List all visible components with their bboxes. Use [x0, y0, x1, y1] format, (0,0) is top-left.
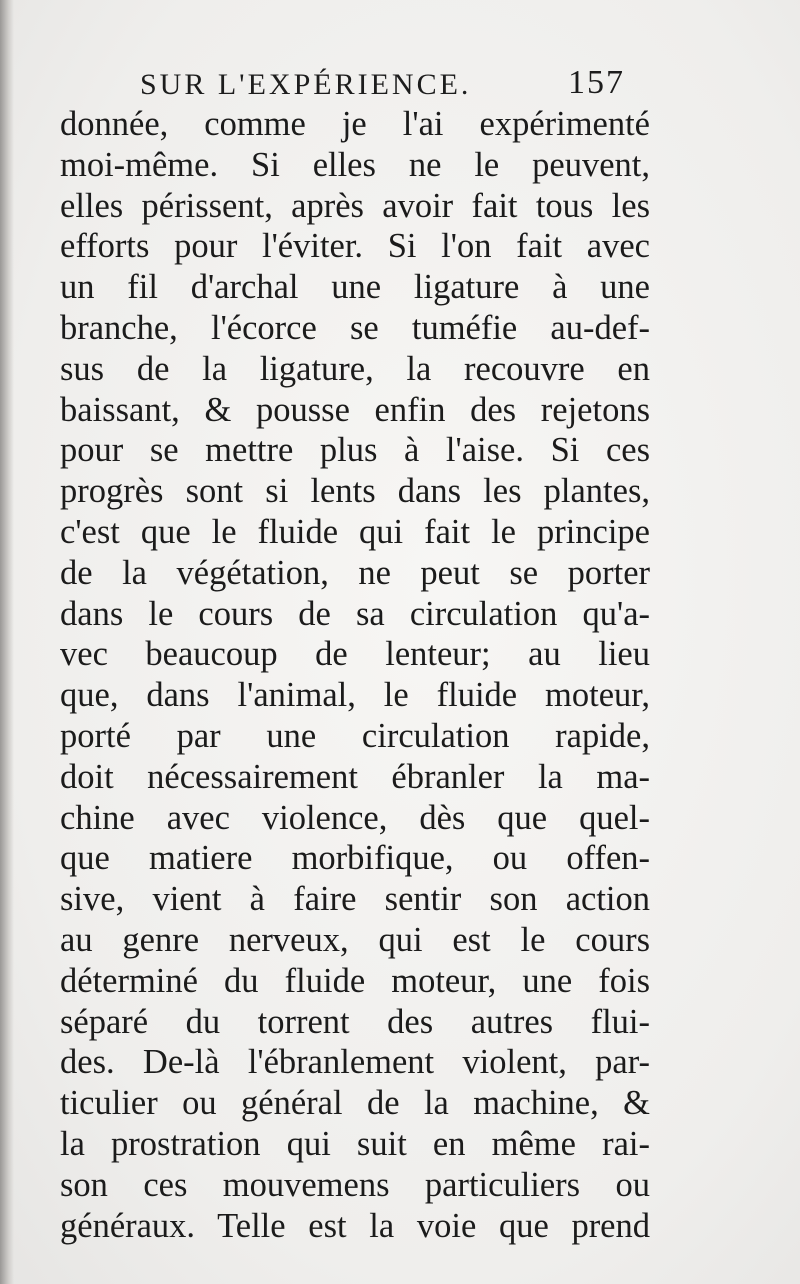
page-header: [60, 60, 660, 106]
text-line: doit nécessairement ébranler la ma-: [60, 757, 650, 796]
text-line: de la végétation, ne peut se porter: [60, 553, 650, 592]
text-line: que, dans l'animal, le fluide moteur,: [60, 676, 650, 715]
text-line: moi-même. Si elles ne le peuvent,: [60, 145, 650, 184]
text-line: au genre nerveux, qui est le cours: [60, 920, 650, 959]
text-line: sive, vient à faire sentir son action: [60, 880, 650, 919]
text-line: son ces mouvemens particuliers ou: [60, 1165, 650, 1204]
text-line: ticulier ou général de la machine, &: [60, 1084, 650, 1123]
text-line: un fil d'archal une ligature à une: [60, 268, 650, 307]
text-line: déterminé du fluide moteur, une fois: [60, 961, 650, 1000]
text-line: progrès sont si lents dans les plantes,: [60, 472, 650, 511]
text-line: c'est que le fluide qui fait le principe: [60, 512, 650, 551]
text-line: généraux. Telle est la voie que prend: [60, 1206, 650, 1245]
page-number: 157: [568, 64, 625, 101]
running-title: SUR L'EXPÉRIENCE.: [140, 68, 472, 101]
text-line: elles périssent, après avoir fait tous les: [60, 186, 650, 225]
text-line: que matiere morbifique, ou offen-: [60, 839, 650, 878]
text-line: chine avec violence, dès que quel-: [60, 798, 650, 837]
text-line: des. De-là l'ébranlement violent, par-: [60, 1043, 650, 1082]
text-line: baissant, & pousse enfin des rejetons: [60, 390, 650, 429]
page-gutter-shadow: [0, 0, 14, 1284]
text-line: branche, l'écorce se tuméfie au-def-: [60, 308, 650, 347]
text-line: sus de la ligature, la recouvre en: [60, 349, 650, 388]
text-line: efforts pour l'éviter. Si l'on fait avec: [60, 227, 650, 266]
text-line: porté par une circulation rapide,: [60, 716, 650, 755]
text-line: pour se mettre plus à l'aise. Si ces: [60, 431, 650, 470]
text-line: la prostration qui suit en même rai-: [60, 1124, 650, 1163]
text-line: séparé du torrent des autres flui-: [60, 1002, 650, 1041]
text-line: vec beaucoup de lenteur; au lieu: [60, 635, 650, 674]
text-line: donnée, comme je l'ai expérimenté: [60, 105, 650, 143]
text-line: dans le cours de sa circulation qu'a-: [60, 594, 650, 633]
body-text: [60, 104, 650, 1246]
